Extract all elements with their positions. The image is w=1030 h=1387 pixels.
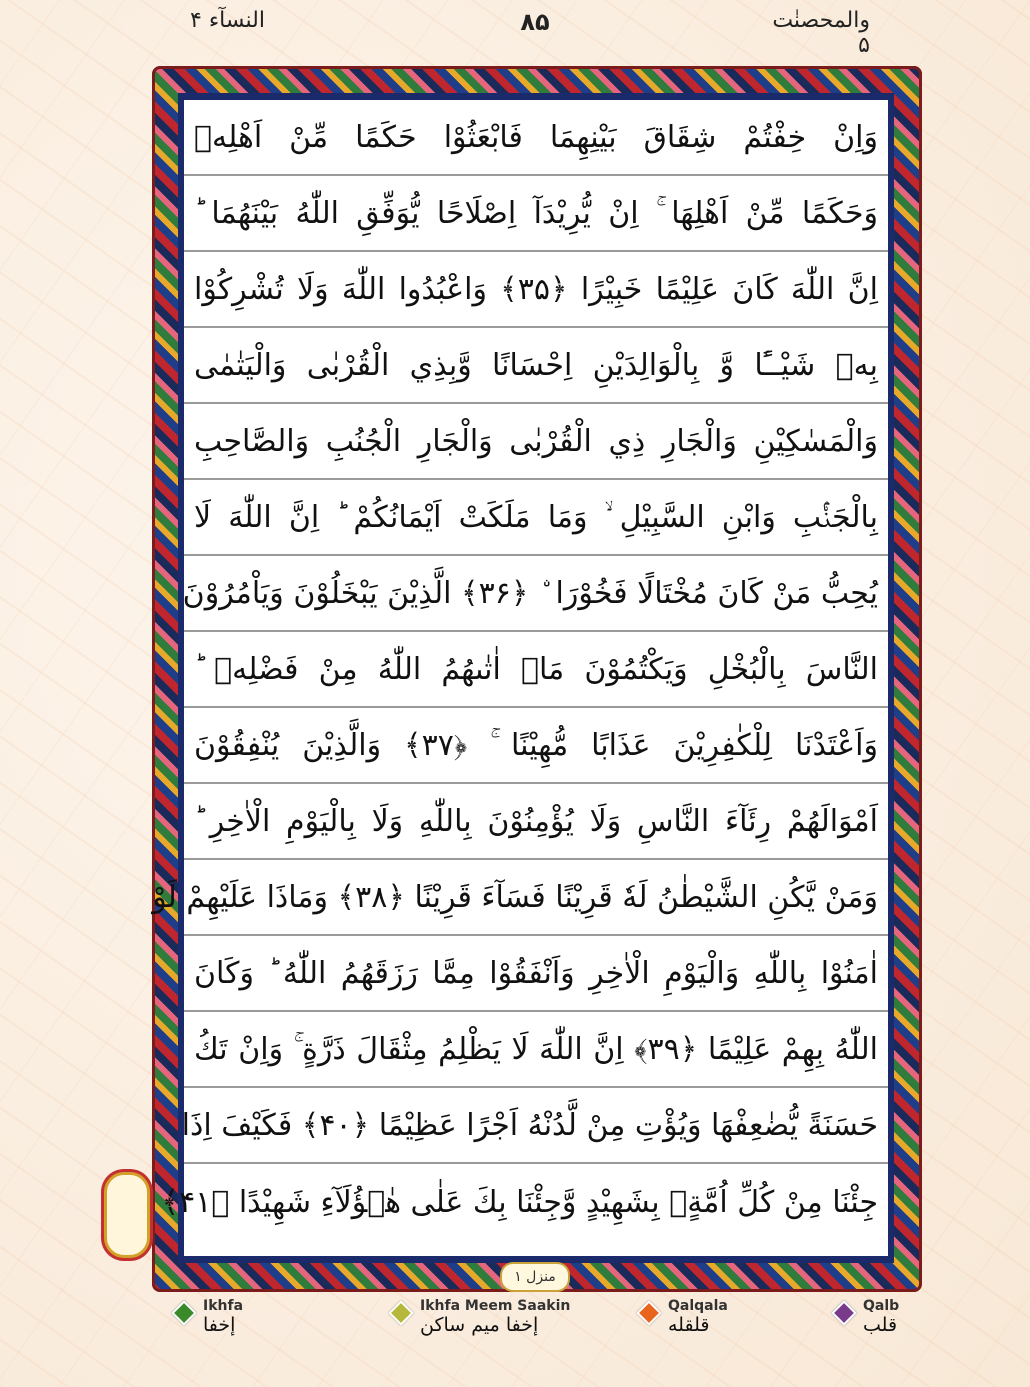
legend-qalqala xyxy=(640,1298,728,1336)
page-number: ۸۵ xyxy=(520,8,550,36)
text-line xyxy=(184,404,888,480)
text-line xyxy=(152,860,888,936)
line-text: النَّاسَ بِالْبُخْلِ وَيَكْتُمُوْنَ مَاۤ اٰتٰىهُمُ اللّٰهُ مِنْ فَضْلِهٖ ؕ xyxy=(194,651,878,687)
line-text: وَالْمَسٰكِيْنِ وَالْجَارِ ذِي الْقُرْبٰى وَالْجَارِ الْجُنُبِ وَالصَّاحِبِ xyxy=(194,423,878,459)
line-text: اٰمَنُوْا بِاللّٰهِ وَالْيَوْمِ الْاٰخِرِ وَاَنْفَقُوْا مِمَّا رَزَقَهُمُ اللّٰهُ ؕ وَكَانَ xyxy=(194,955,878,991)
text-line xyxy=(184,100,888,176)
text-line xyxy=(184,252,888,328)
ruku-medallion xyxy=(104,1172,150,1258)
text-line xyxy=(184,936,888,1012)
legend-ikhfa-meem-saakin xyxy=(392,1298,570,1336)
text-line xyxy=(184,556,888,632)
diamond-icon xyxy=(636,1300,661,1325)
legend-label: Ikhfa xyxy=(203,1298,244,1314)
line-text: يُحِبُّ مَنْ كَانَ مُخْتَالًا فَخُوْرَا ۨ ﴿۳۶﴾ الَّذِيْنَ يَبْخَلُوْنَ وَيَاْمُرُوْنَ xyxy=(182,575,878,611)
quran-text-area xyxy=(152,100,888,1256)
text-line xyxy=(184,632,888,708)
legend-label: Ikhfa Meem Saakin xyxy=(420,1298,571,1314)
legend-arabic: إخفا ميم ساكن xyxy=(420,1314,539,1336)
text-line xyxy=(184,708,888,784)
legend-label: Qalb xyxy=(863,1298,900,1314)
text-line xyxy=(181,1088,888,1164)
text-line xyxy=(184,784,888,860)
surah-name: النسآء ۴ xyxy=(190,8,265,33)
legend-label: Qalqala xyxy=(668,1298,728,1314)
line-text: بِالْجَنْۢبِ وَابْنِ السَّبِيْلِ ۙ وَمَا مَلَكَتْ اَيْمَانُكُمْ ؕ اِنَّ اللّٰهَ لَا xyxy=(194,499,878,535)
legend-arabic: قلب xyxy=(863,1314,898,1336)
diamond-icon xyxy=(831,1300,856,1325)
text-line xyxy=(184,1012,888,1088)
legend-arabic: قلقله xyxy=(668,1314,710,1336)
text-line xyxy=(161,1164,888,1240)
line-text: وَاَعْتَدْنَا لِلْكٰفِرِيْنَ عَذَابًا مُّهِيْنًا ۚ ﴿۳۷﴾ وَالَّذِيْنَ يُنْفِقُوْنَ xyxy=(194,727,878,763)
line-text: اِنَّ اللّٰهَ كَانَ عَلِيْمًا خَبِيْرًا ﴿۳۵﴾ وَاعْبُدُوا اللّٰهَ وَلَا تُشْرِكُوْا xyxy=(194,271,879,307)
diamond-icon xyxy=(171,1300,196,1325)
text-line xyxy=(184,176,888,252)
line-text: جِئْنَا مِنْ كُلِّ اُمَّةٍۭ بِشَهِيْدٍ وَّجِئْنَا بِكَ عَلٰى هٰۤؤُلَآءِ شَهِيْدًا ﴿۴۱﴾ xyxy=(161,1184,878,1220)
legend-ikhfa xyxy=(175,1298,243,1336)
line-text: وَاِنْ خِفْتُمْ شِقَاقَ بَيْنِهِمَا فَابْعَثُوْا حَكَمًا مِّنْ اَهْلِهٖ xyxy=(194,119,878,155)
diamond-icon xyxy=(388,1300,413,1325)
juz-name: والمحصنٰت ۵ xyxy=(772,8,870,58)
text-line xyxy=(184,480,888,556)
legend-arabic: إخفا xyxy=(203,1314,236,1336)
line-text: اَمْوَالَهُمْ رِئَآءَ النَّاسِ وَلَا يُؤْمِنُوْنَ بِاللّٰهِ وَلَا بِالْيَوْمِ الْاٰخِرِ ؕ xyxy=(194,803,878,839)
line-text: حَسَنَةً يُّضٰعِفْهَا وَيُؤْتِ مِنْ لَّدُنْهُ اَجْرًا عَظِيْمًا ﴿۴۰﴾ فَكَيْفَ اِذَا xyxy=(181,1107,878,1143)
line-text: بِهٖ شَيْــًٔا وَّ بِالْوَالِدَيْنِ اِحْسَانًا وَّبِذِي الْقُرْبٰى وَالْيَتٰمٰى xyxy=(194,347,878,383)
manzil-medallion: منزل ۱ xyxy=(500,1262,570,1292)
text-line xyxy=(184,328,888,404)
line-text: وَمَنْ يَّكُنِ الشَّيْطٰنُ لَهٗ قَرِيْنًا فَسَآءَ قَرِيْنًا ﴿۳۸﴾ وَمَاذَا عَلَيْهِمْ لَوْ xyxy=(152,879,878,915)
legend-qalb xyxy=(835,1298,899,1336)
line-text: اللّٰهُ بِهِمْ عَلِيْمًا ﴿۳۹﴾ اِنَّ اللّٰهَ لَا يَظْلِمُ مِثْقَالَ ذَرَّةٍ ۚ وَاِنْ تَكُ xyxy=(194,1031,878,1067)
line-text: وَحَكَمًا مِّنْ اَهْلِهَا ۚ اِنْ يُّرِيْدَآ اِصْلَاحًا يُّوَفِّقِ اللّٰهُ بَيْنَهُمَا ؕ xyxy=(194,195,878,231)
